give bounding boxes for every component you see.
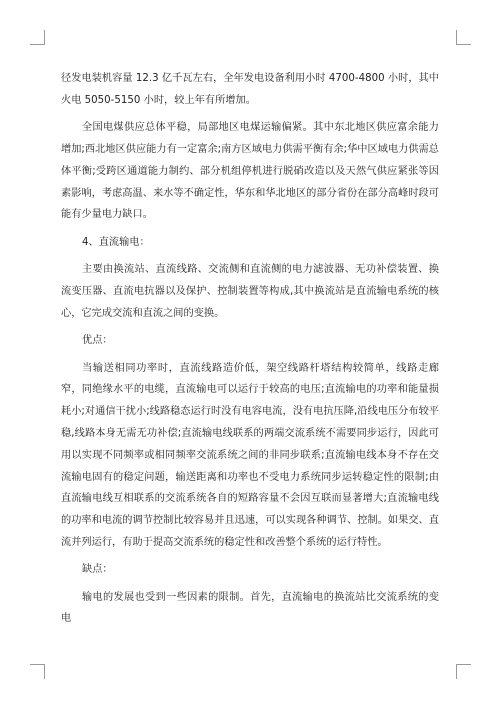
paragraph-dc-composition: 主要由换流站、直流线路、交流侧和直流侧的电力滤波器、无功补偿装置、换流变压器、直流电抗器以及保护、控制装置等构成,其中换流站是直流输电系统的核心，它完成交流和直流之间的变换。 [61,264,439,319]
crop-mark-bottom-left [30,664,45,679]
section-heading-dc-transmission: 4、直流输电： [82,236,150,248]
subheading-disadvantages: 缺点： [82,564,113,576]
paragraph-generation-capacity: 径发电装机容量 12.3 亿千瓦左右，全年发电设备利用小时 4700-4800 小时，其中火电 5050-5150 小时，较上年有所增加。 [61,73,439,106]
paragraph-advantages: 当输送相同功率时，直流线路造价低，架空线路杆塔结构较简单，线路走廊窄，同绝缘水平的电缆，直流输电可以运行于较高的电压;直流输电的功率和能量损耗小;对通信干扰小;线路稳态运行时没有电容电流，没有电抗压降,沿线电压分布较平稳,线路本身无需无功补偿;直流输电线联系的两端交流系统不需要同步运行，因此可用以实现不同频率或相同频率交流系统之间的非同步联系;直流输电线本身不存在交流输电固有的稳定问题，输送距离和功率也不受电力系统同步运转稳定性的限制;由直流输电线互相联系的交流系统各自的短路容量不会因互联而显著增大;直流输电线的功率和电流的调节控制比较容易并且迅速，可以实现各种调节、控制。如果交、直流并列运行，有助于提高交流系统的稳定性和改善整个系统的运行特性。 [61,362,439,548]
subheading-advantages: 优点： [82,335,113,347]
document-body [61,68,439,630]
crop-mark-top-left [30,30,45,45]
paragraph-coal-supply: 全国电煤供应总体平稳，局部地区电煤运输偏紧。其中东北地区供应富余能力增加;西北地区供应能力有一定富余;南方区域电力供需平衡有余;华中区域电力供需总体平衡;受跨区通道能力制约、部分机组停机进行脱硝改造以及天然气供应紧张等因素影响，考虑高温、来水等不确定性，华东和华北地区的部分省份在部分高峰时段可能有少量电力缺口。 [61,122,439,221]
crop-mark-top-right [456,30,471,45]
paragraph-disadvantages: 输电的发展也受到一些因素的限制。首先，直流输电的换流站比交流系统的变电 [61,591,439,625]
crop-mark-bottom-right [456,664,471,679]
